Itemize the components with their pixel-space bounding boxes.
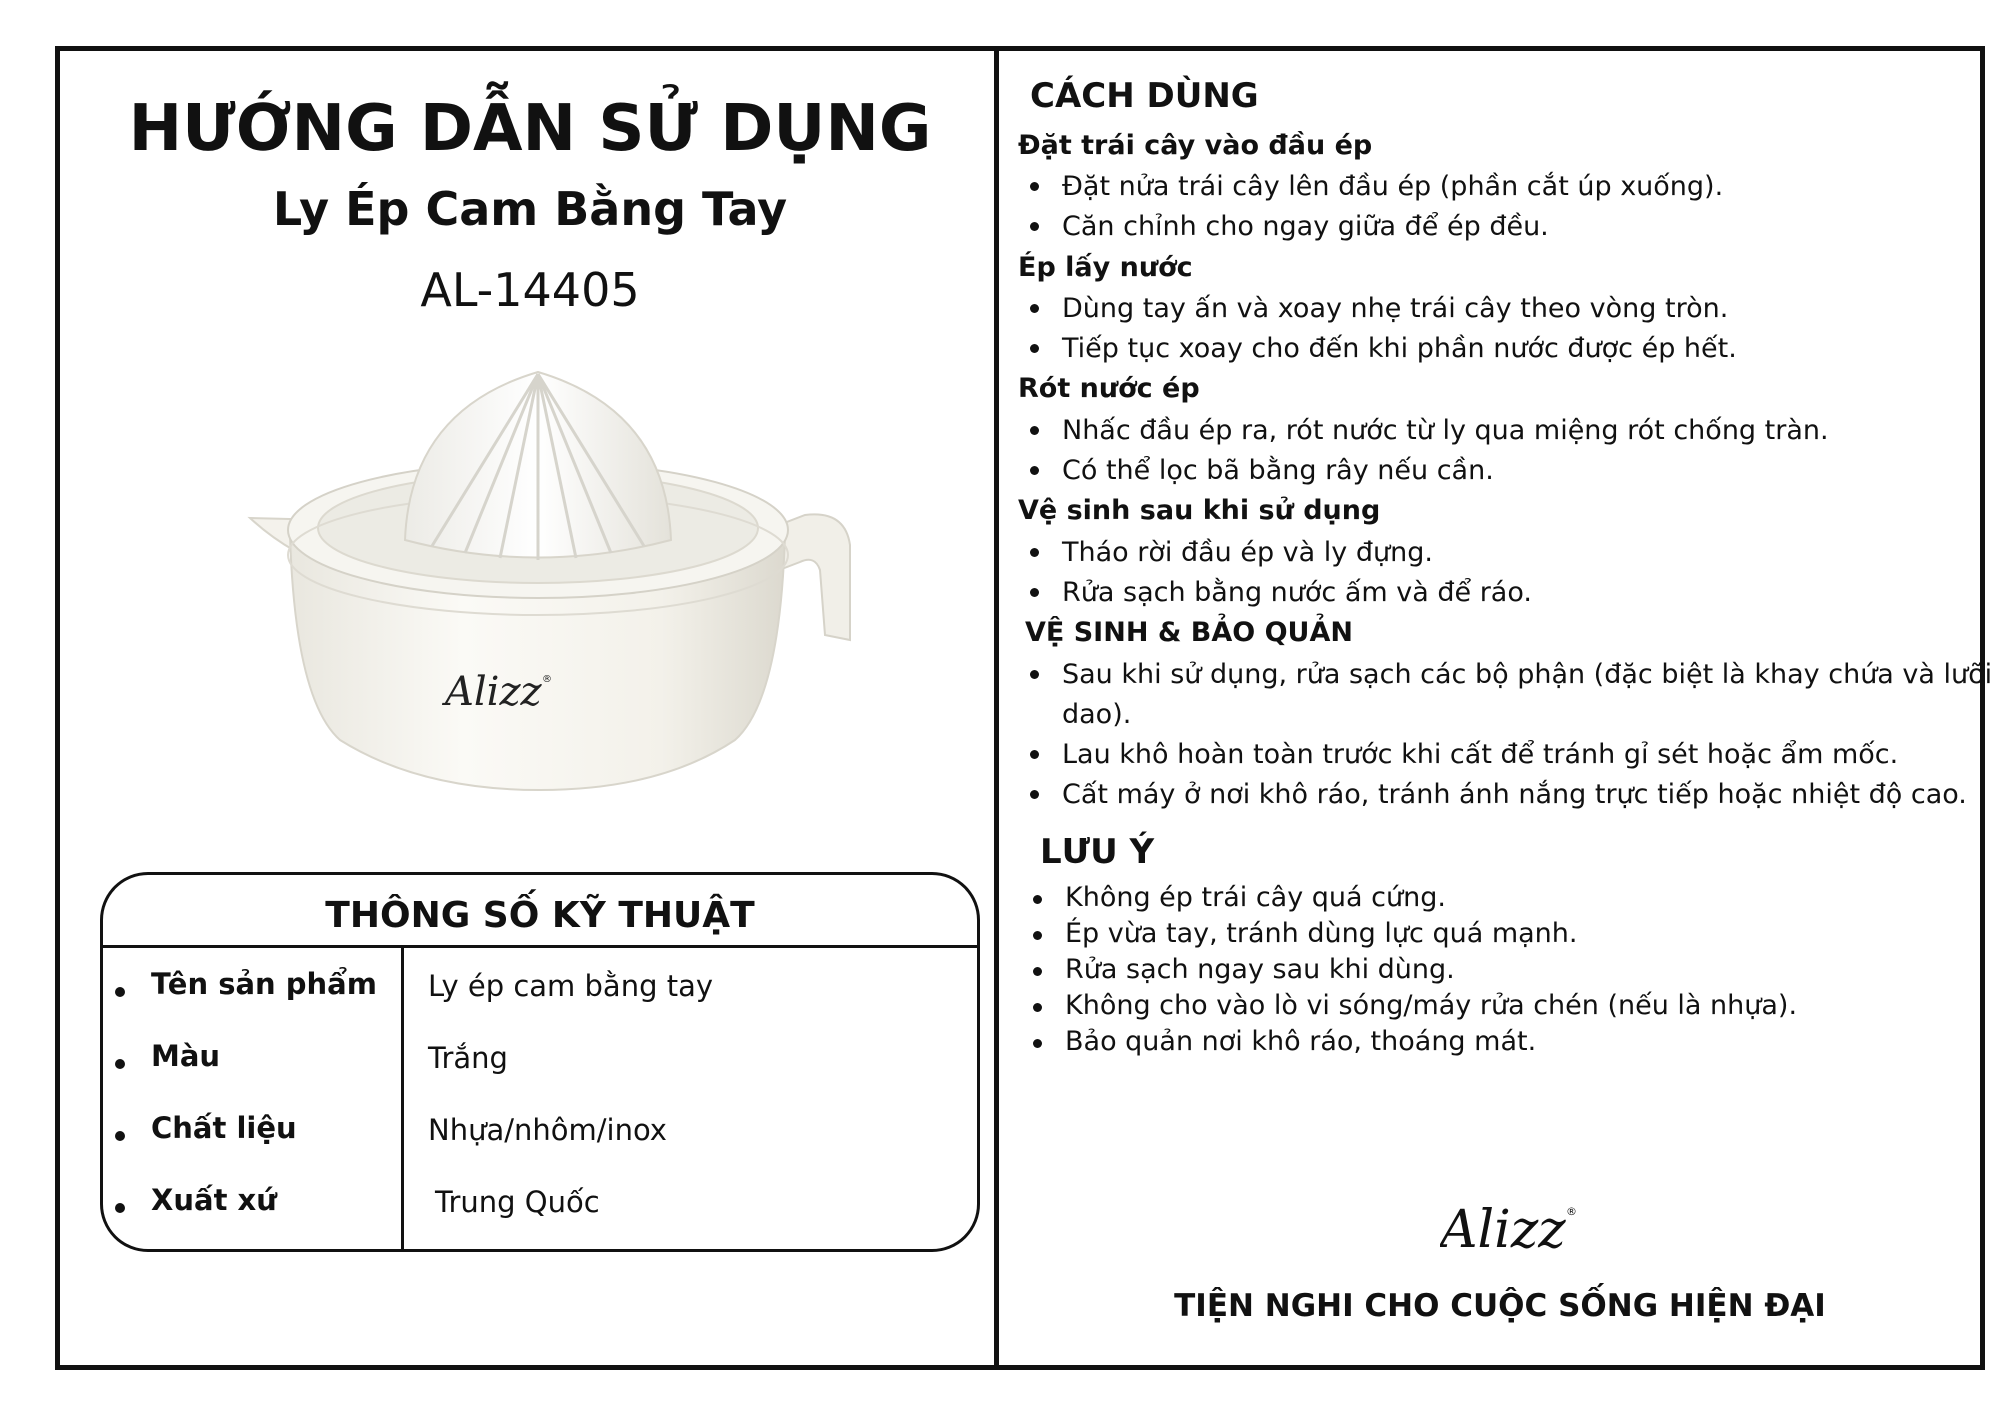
care-item: Sau khi sử dụng, rửa sạch các bộ phận (đặc biệt là khay chứa và lưỡi xyxy=(1062,655,1992,695)
bullet-dot xyxy=(115,987,125,997)
spec-value: Trắng xyxy=(428,1041,508,1075)
usage-title: CÁCH DÙNG xyxy=(1030,76,1259,116)
spec-table xyxy=(100,872,980,1252)
brand-slogan: TIỆN NGHI CHO CUỘC SỐNG HIỆN ĐẠI xyxy=(1174,1288,1826,1324)
spec-key: Màu xyxy=(151,1039,221,1073)
step-item: Tiếp tục xoay cho đến khi phần nước được ép hết. xyxy=(1062,329,1737,369)
bullet-dot xyxy=(115,1203,125,1213)
step-item: Nhấc đầu ép ra, rót nước từ ly qua miệng rót chống tràn. xyxy=(1062,411,1829,451)
care-item-continued: dao). xyxy=(1062,699,1132,730)
note-item: Không ép trái cây quá cứng. xyxy=(1065,880,1446,916)
spec-key: Chất liệu xyxy=(151,1111,297,1145)
care-item: Lau khô hoàn toàn trước khi cất để tránh gỉ sét hoặc ẩm mốc. xyxy=(1062,735,1898,775)
svg-text:Alizz: Alizz xyxy=(1440,1200,1566,1260)
page-title: HƯỚNG DẪN SỬ DỤNG xyxy=(128,92,932,166)
model-number: AL-14405 xyxy=(420,263,640,317)
step-item: Dùng tay ấn và xoay nhẹ trái cây theo vòng tròn. xyxy=(1062,289,1728,329)
svg-text:Alizz: Alizz xyxy=(445,669,542,715)
step-heading: Ép lấy nước xyxy=(1018,252,1193,283)
notes-title: LƯU Ý xyxy=(1040,832,1155,872)
spec-value: Nhựa/nhôm/inox xyxy=(428,1113,667,1147)
step-item: Căn chỉnh cho ngay giữa để ép đều. xyxy=(1062,207,1549,247)
step-heading: Vệ sinh sau khi sử dụng xyxy=(1018,495,1381,526)
spec-key: Tên sản phẩm xyxy=(151,967,377,1001)
spec-title: THÔNG SỐ KỸ THUẬT xyxy=(325,895,755,936)
spec-row xyxy=(103,967,977,1027)
spec-value: Trung Quốc xyxy=(435,1185,600,1219)
bullet-dot xyxy=(115,1059,125,1069)
step-item: Đặt nửa trái cây lên đầu ép (phần cắt úp xuống). xyxy=(1062,167,1723,207)
spec-value: Ly ép cam bằng tay xyxy=(428,969,714,1003)
step-item: Tháo rời đầu ép và ly đựng. xyxy=(1062,533,1433,573)
bullet-dot xyxy=(115,1131,125,1141)
svg-text:®: ® xyxy=(542,674,552,685)
step-item: Rửa sạch bằng nước ấm và để ráo. xyxy=(1062,573,1532,613)
step-heading: Đặt trái cây vào đầu ép xyxy=(1018,130,1373,161)
juicer-product-image xyxy=(220,370,860,810)
spec-row xyxy=(103,1111,977,1171)
spec-row xyxy=(103,1039,977,1099)
product-name: Ly Ép Cam Bằng Tay xyxy=(272,182,788,236)
spec-row xyxy=(103,1183,977,1243)
svg-text:®: ® xyxy=(1566,1205,1577,1218)
spec-key: Xuất xứ xyxy=(151,1183,277,1217)
care-item: Cất máy ở nơi khô ráo, tránh ánh nắng trực tiếp hoặc nhiệt độ cao. xyxy=(1062,775,1967,815)
step-heading: Rót nước ép xyxy=(1018,373,1200,404)
note-item: Bảo quản nơi khô ráo, thoáng mát. xyxy=(1065,1024,1536,1060)
step-item: Có thể lọc bã bằng rây nếu cần. xyxy=(1062,451,1494,491)
spec-header-divider xyxy=(103,945,977,948)
care-title: VỆ SINH & BẢO QUẢN xyxy=(1025,617,1353,648)
column-divider xyxy=(994,46,999,1370)
note-item: Ép vừa tay, tránh dùng lực quá mạnh. xyxy=(1065,916,1577,952)
note-item: Không cho vào lò vi sóng/máy rửa chén (nếu là nhựa). xyxy=(1065,988,1797,1024)
note-item: Rửa sạch ngay sau khi dùng. xyxy=(1065,952,1455,988)
brand-logo xyxy=(1440,1185,1590,1265)
